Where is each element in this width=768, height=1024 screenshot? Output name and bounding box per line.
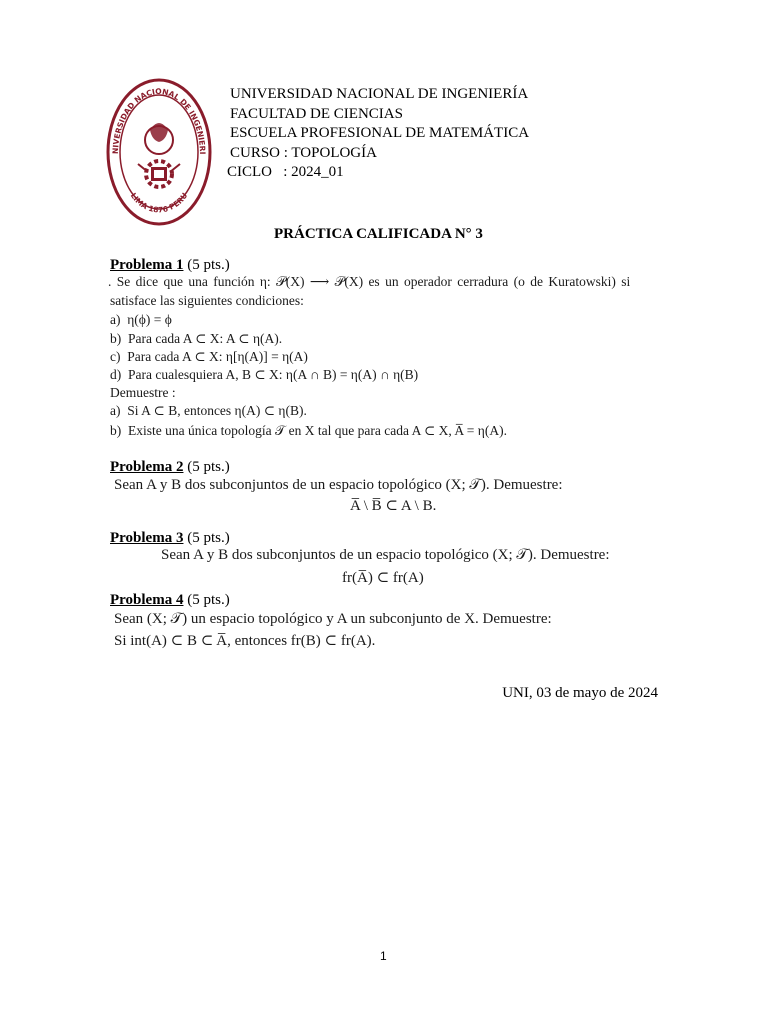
header-school: ESCUELA PROFESIONAL DE MATEMÁTICA [230, 125, 530, 141]
page-number: 1 [380, 949, 387, 963]
problem-2-heading [110, 459, 230, 476]
header-university: UNIVERSIDAD NACIONAL DE INGENIERÍA [230, 86, 529, 102]
seal-text-bottom: LIMA 1876 PERU [128, 191, 190, 215]
problem-1-label: Problema 1 [110, 257, 184, 273]
problem-4-heading [110, 592, 230, 609]
problem-4-statement: Sean (X; 𝒯) un espacio topológico y A un subconjunto de X. Demuestre: [114, 611, 552, 627]
problem-2-points: (5 pts.) [187, 459, 230, 475]
header-course: CURSO : TOPOLOGÍA [230, 144, 377, 161]
problem-4-points: (5 pts.) [187, 592, 230, 608]
seal-text-top: NIVERSIDAD NACIONAL DE INGENIERI [110, 86, 208, 155]
problem-4-label: Problema 4 [110, 592, 184, 608]
problem-3-points: (5 pts.) [187, 530, 230, 546]
problem-3-statement: Sean A y B dos subconjuntos de un espacio topológico (X; 𝒯). Demuestre: [161, 547, 610, 563]
problem-1-line: . Se dice que una función η: 𝒫(X) ⟶ 𝒫(X) es un operador cerradura (o de Kuratowski) si [108, 274, 631, 289]
problem-4-formula: Si int(A) ⊂ B ⊂ A̅, entonces fr(B) ⊂ fr(A). [114, 633, 376, 649]
header-faculty: FACULTAD DE CIENCIAS [230, 105, 403, 122]
problem-2-formula: A̅ \ B̅ ⊂ A \ B. [350, 498, 437, 514]
header-cycle: CICLO : 2024_01 [227, 164, 344, 180]
problem-2-statement: Sean A y B dos subconjuntos de un espacio topológico (X; 𝒯). Demuestre: [114, 477, 563, 493]
problem-1-points: (5 pts.) [187, 257, 230, 273]
problem-1-line: d) Para cualesquiera A, B ⊂ X: η(A ∩ B) = η(A) ∩ η(B) [110, 367, 419, 382]
svg-text:LIMA 1876 PERU [129, 191, 190, 214]
problem-1-line: a) η(ϕ) = ϕ [110, 312, 172, 327]
footer-date: UNI, 03 de mayo de 2024 [502, 685, 658, 701]
problem-3-heading [110, 530, 230, 547]
problem-1-line: b) Para cada A ⊂ X: A ⊂ η(A). [110, 331, 283, 346]
problem-1-line: satisface las siguientes condiciones: [110, 293, 304, 308]
problem-2-label: Problema 2 [110, 459, 184, 475]
university-seal-logo [106, 78, 212, 226]
problem-1-line: c) Para cada A ⊂ X: η[η(A)] = η(A) [110, 349, 308, 364]
problem-1-line: a) Si A ⊂ B, entonces η(A) ⊂ η(B). [110, 403, 307, 418]
problem-1-heading [110, 257, 230, 274]
problem-1-line: Demuestre : [110, 385, 176, 400]
exam-title: PRÁCTICA CALIFICADA N° 3 [274, 226, 483, 242]
problem-1-line: b) Existe una única topología 𝒯 en X tal que para cada A ⊂ X, A̅ = η(A). [110, 423, 507, 438]
problem-3-formula: fr(A̅) ⊂ fr(A) [342, 570, 424, 586]
problem-3-label: Problema 3 [110, 530, 184, 546]
